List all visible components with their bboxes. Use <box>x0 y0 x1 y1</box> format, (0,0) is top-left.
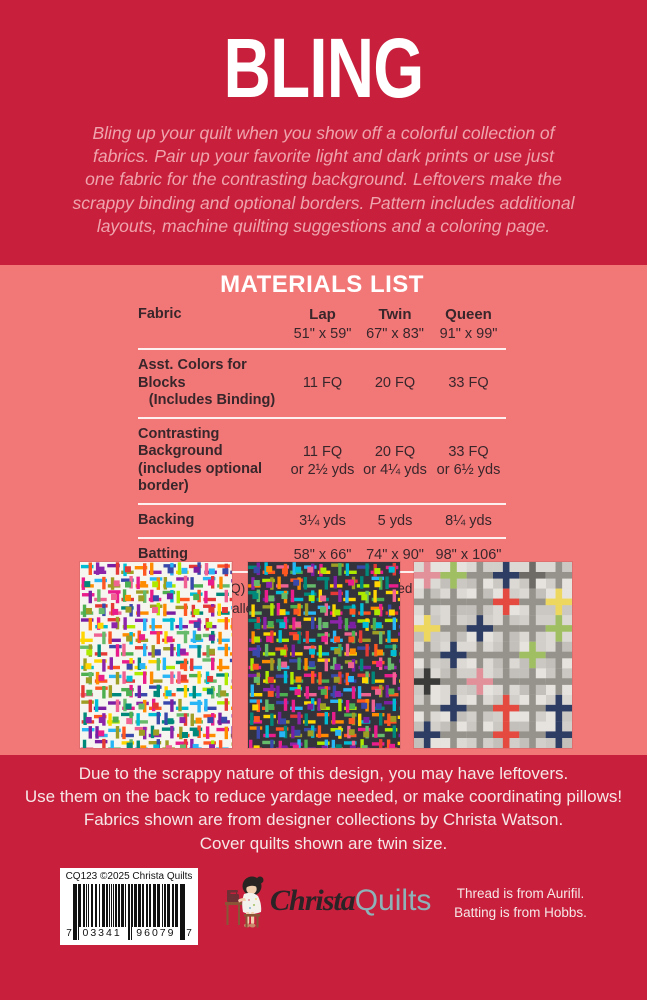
row-value-line: or 2½ yds <box>290 461 355 478</box>
row-label-line: (Includes Binding) <box>148 392 276 408</box>
thread-batting-credits <box>438 884 603 922</box>
credit-line: Thread is from Aurifil. <box>456 886 585 901</box>
row-label <box>138 512 286 530</box>
barcode-digit-left: 7 <box>66 928 72 939</box>
row-label-line: Asst. Colors for Blocks <box>138 357 247 391</box>
row-value-line: or 6½ yds <box>436 461 501 478</box>
barcode-guard-bar <box>128 884 130 940</box>
fabric-column-header: Fabric <box>138 306 182 322</box>
pattern-description <box>53 122 594 238</box>
christa-quilts-logo <box>224 870 432 932</box>
size-column-header <box>431 306 506 342</box>
row-value-line: 11 FQ <box>302 443 343 460</box>
row-value <box>286 374 359 392</box>
table-row <box>138 350 506 419</box>
barcode-bars <box>73 884 185 940</box>
size-dimensions: 51" x 59" <box>293 326 352 342</box>
barcode-bars-area <box>65 884 193 940</box>
row-value-line: 98" x 106" <box>435 546 502 563</box>
row-label <box>138 426 286 496</box>
row-label-line: Backing <box>138 511 195 528</box>
quilt-photo-plaid-gray <box>414 562 572 748</box>
row-value-line: 8¼ yds <box>445 512 492 529</box>
row-label-line: Contrasting Background <box>138 425 223 459</box>
table-row <box>138 419 506 505</box>
quilt-photo-dark-background <box>248 562 400 748</box>
logo-christa-text: Christa <box>270 884 355 917</box>
footer-notes <box>0 762 647 855</box>
size-column-header <box>286 306 359 342</box>
row-value <box>286 546 359 564</box>
logo-quilts-text: Quilts <box>354 884 432 917</box>
table-header-row <box>138 306 506 350</box>
row-value <box>359 512 431 530</box>
size-name: Queen <box>445 306 492 323</box>
barcode <box>60 868 198 945</box>
row-value <box>286 512 359 530</box>
quilt-photo-light-background <box>80 562 232 748</box>
size-dimensions: 91" x 99" <box>439 326 498 342</box>
row-label-line: Batting <box>138 545 188 562</box>
barcode-bar <box>184 884 185 940</box>
row-value-line: 33 FQ <box>448 443 489 460</box>
row-value <box>359 443 431 479</box>
row-value <box>359 374 431 392</box>
barcode-code-line: CQ123 ©2025 Christa Quilts <box>65 871 193 882</box>
quilt-graphic <box>248 562 400 748</box>
description-line: Bling up your quilt when you show off a colorful collection of <box>92 123 555 143</box>
table-row <box>138 505 506 539</box>
barcode-digit-group: 03341 <box>79 927 126 940</box>
materials-table <box>138 306 506 573</box>
footer-line: Fabrics shown are from designer collections by Christa Watson. <box>83 810 564 830</box>
size-dimensions: 67" x 83" <box>366 326 424 342</box>
row-label-line: (includes optional border) <box>138 460 263 494</box>
row-value <box>359 546 431 564</box>
footer-line: Cover quilts shown are twin size. <box>199 833 448 853</box>
barcode-guard-bar <box>182 884 184 940</box>
footnote-line: smaller <box>214 600 258 616</box>
size-name: Twin <box>378 306 412 323</box>
size-column-header <box>359 306 431 342</box>
row-value <box>431 512 506 530</box>
row-value-line: or 4¼ yds <box>363 461 427 478</box>
row-value-line: 20 FQ <box>374 375 416 392</box>
row-value-line: 58" x 66" <box>293 546 352 563</box>
row-value <box>431 546 506 564</box>
credit-line: Batting is from Hobbs. <box>454 905 587 920</box>
row-value <box>286 443 359 479</box>
row-value <box>431 443 506 479</box>
description-line: layouts, machine quilting suggestions and a coloring page. <box>96 215 551 236</box>
size-name: Lap <box>309 306 336 323</box>
pattern-title: BLING <box>223 21 424 115</box>
row-value-line: 3¼ yds <box>299 512 346 529</box>
row-label <box>138 546 286 564</box>
description-line: one fabric for the contrasting background. Leftovers make the <box>85 169 562 190</box>
row-label <box>138 357 286 410</box>
sewing-girl-icon <box>224 872 268 930</box>
barcode-digit-right: 7 <box>186 928 192 939</box>
logo-wordmark <box>270 884 431 918</box>
row-value-line: 74" x 90" <box>366 546 424 563</box>
row-value-line: 11 FQ <box>302 375 343 392</box>
description-line: scrappy binding and optional borders. Pattern includes additional <box>72 192 575 213</box>
row-value <box>431 374 506 392</box>
row-value-line: 33 FQ <box>448 375 489 392</box>
barcode-bar <box>75 884 77 940</box>
footer-line: Use them on the back to reduce yardage needed, or make coordinating pillows! <box>24 787 623 807</box>
quilt-graphic <box>414 562 572 748</box>
footer-line: Due to the scrappy nature of this design, you may have leftovers. <box>78 764 569 783</box>
row-value-line: 20 FQ <box>374 443 416 460</box>
row-value-line: 5 yds <box>377 512 413 529</box>
barcode-digit-group: 96079 <box>132 927 179 940</box>
description-line: fabrics. Pair up your favorite light and dark prints or use just <box>92 146 555 167</box>
materials-list-title: MATERIALS LIST <box>220 271 424 298</box>
barcode-guard-bar <box>73 884 75 940</box>
quilt-graphic <box>80 562 232 748</box>
